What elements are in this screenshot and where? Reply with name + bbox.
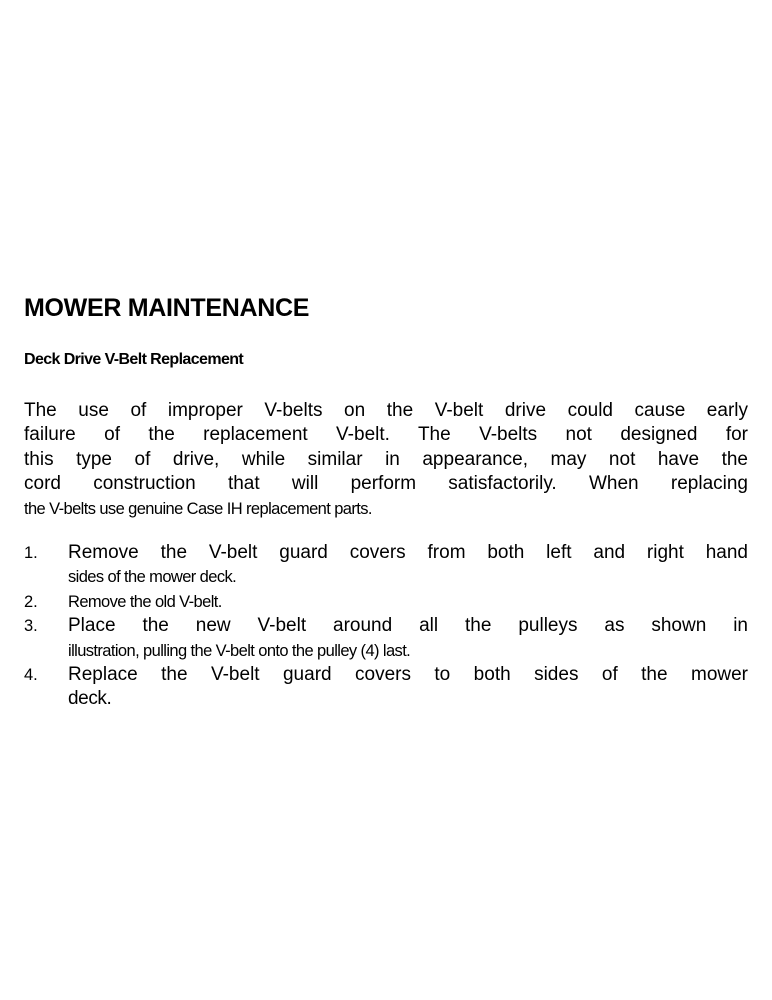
step-text-line: Remove the old V-belt. (68, 592, 222, 611)
intro-line: The use of improper V-belts on the V-belt drive could cause early (24, 400, 748, 421)
step-number: 3. (24, 617, 38, 636)
page-title: MOWER MAINTENANCE (24, 294, 310, 322)
step-number: 4. (24, 665, 38, 684)
section-title: Deck Drive V-Belt Replacement (24, 351, 244, 368)
step-text-line: Replace the V-belt guard covers to both sides of the mower (68, 663, 748, 685)
intro-line: cord construction that will perform satisfactorily. When replacing (24, 473, 748, 495)
step-item-1 (24, 541, 748, 590)
intro-paragraph (24, 399, 748, 521)
step-text-line: illustration, pulling the V-belt onto the pulley (4) last. (68, 641, 411, 660)
step-text-line: sides of the mower deck. (68, 568, 237, 587)
step-item-4 (24, 663, 748, 712)
step-number: 1. (24, 544, 38, 562)
steps-list (24, 541, 748, 712)
step-item-3 (24, 614, 748, 663)
step-number: 2. (24, 592, 38, 611)
step-text-line: Place the new V-belt around all the pulleys as shown in (68, 615, 748, 637)
step-text-line: Remove the V-belt guard covers from both left and right hand (68, 542, 748, 563)
intro-line: the V-belts use genuine Case IH replacement parts. (24, 499, 372, 518)
intro-line: failure of the replacement V-belt. The V-belts not designed for (24, 424, 748, 446)
step-text-line: deck. (68, 688, 112, 710)
intro-line: this type of drive, while similar in appearance, may not have the (24, 448, 748, 470)
step-item-2 (24, 590, 748, 614)
